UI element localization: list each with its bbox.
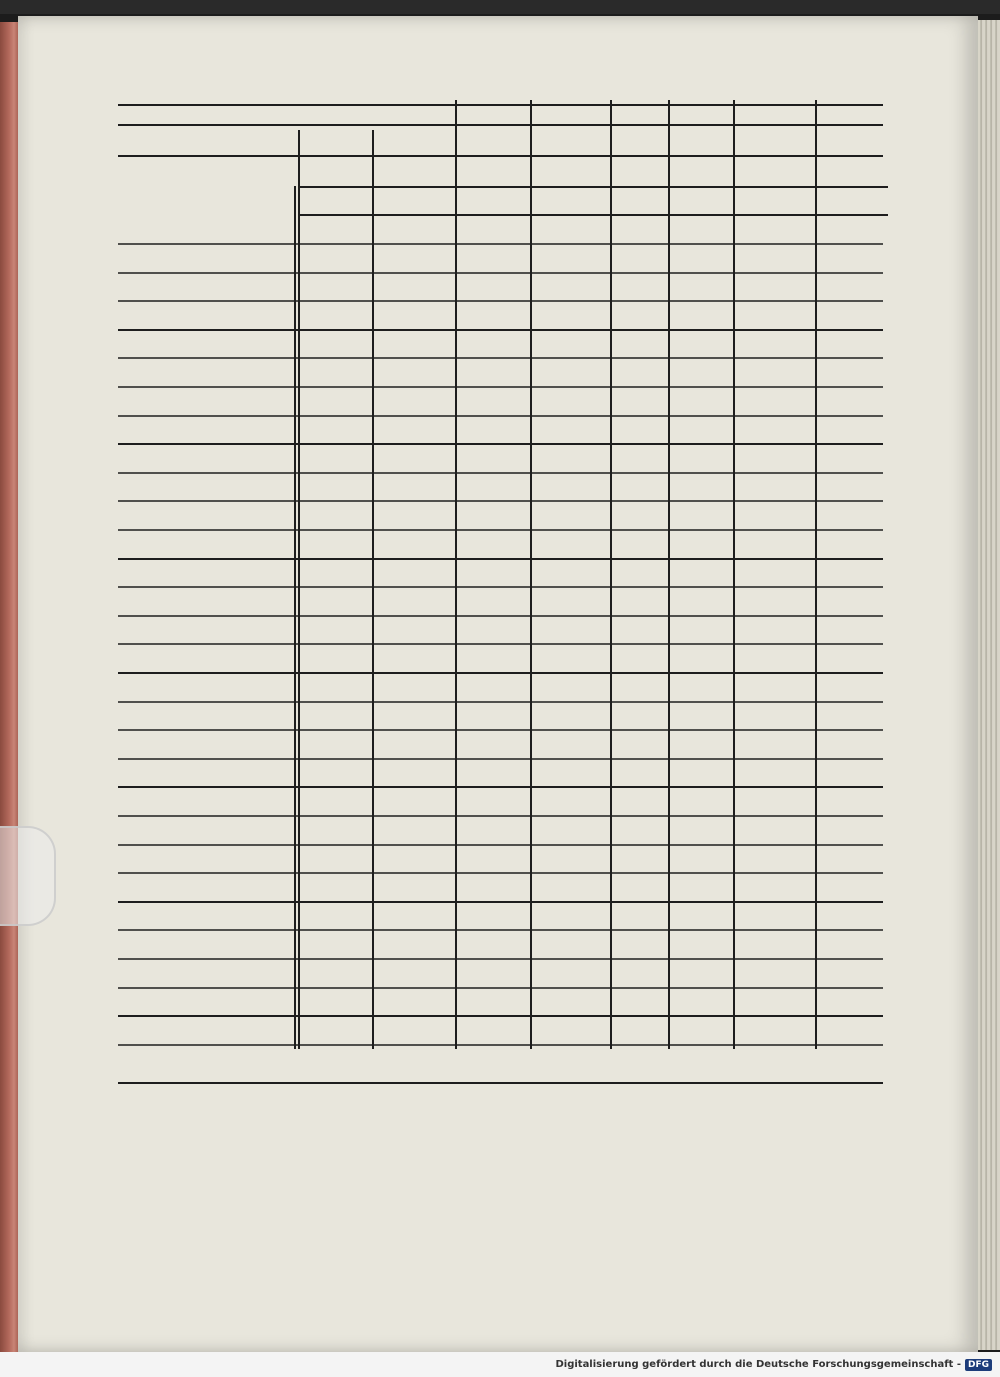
book-edge-right	[978, 20, 1000, 1350]
book-page	[18, 16, 978, 1352]
dfg-logo: DFG	[965, 1359, 992, 1371]
page-clip	[0, 826, 56, 926]
footer	[0, 1352, 1000, 1377]
viewer-top-bar	[0, 0, 1000, 14]
footer-text: Digitalisierung gefördert durch die Deutsche Forschungsgemeinschaft -	[555, 1359, 961, 1370]
book-edge-left	[0, 22, 20, 1352]
